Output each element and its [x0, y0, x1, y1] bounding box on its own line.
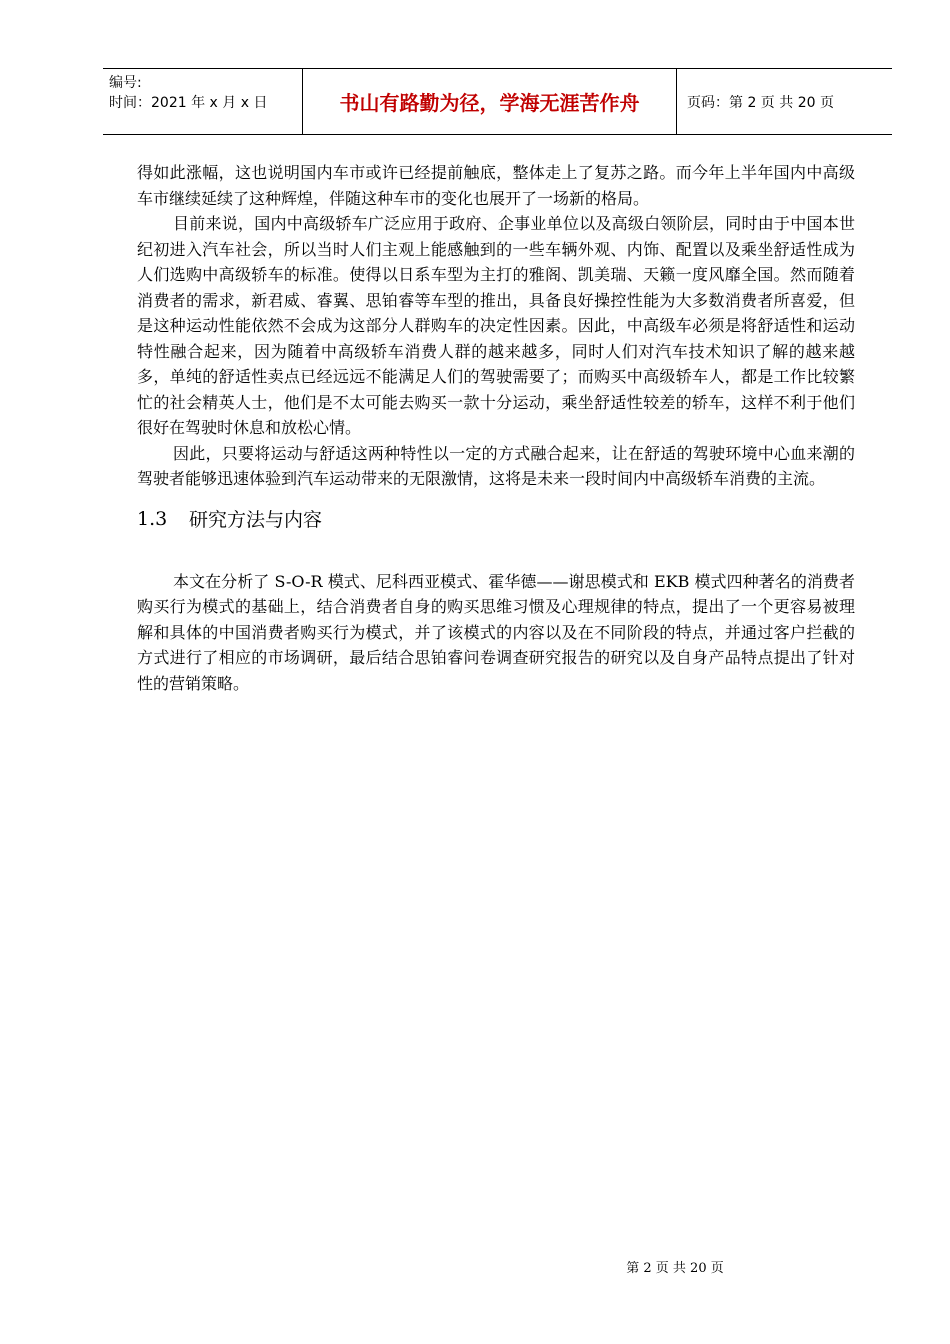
time-label: 时间：2021 年 x 月 x 日 — [109, 95, 268, 111]
page-header — [103, 68, 892, 135]
section-heading — [137, 499, 855, 539]
paragraph-3: 因此，只要将运动与舒适这两种特性以一定的方式融合起来，让在舒适的驾驶环境中心血来潮的驾驶者能够迅速体验到汽车运动带来的无限激情，这将是未来一段时间内中高级轿车消费的主流。 — [137, 443, 855, 488]
header-page-cell — [677, 69, 892, 134]
paragraph-2: 目前来说，国内中高级轿车广泛应用于政府、企事业单位以及高级白领阶层，同时由于中国本世纪初进入汽车社会，所以当时人们主观上能感触到的一些车辆外观、内饰、配置以及乘坐舒适性成为人们选购中高级轿车的标准。使得以日系车型为主打的雅阁、凯美瑞、天籁一度风靡全国。然而随着消费者的需求，新君威、睿翼、思铂睿等车型的推出，具备良好操控性能为大多数消费者所喜爱，但是这种运动性能依然不会成为这部分人群购车的决定性因素。因此，中高级车必须是将舒适性和运动特性融合起来，因为随着中高级轿车消费人群的越来越多，同时人们对汽车技术知识了解的越来越多，单纯的舒适性卖点已经远远不能满足人们的驾驶需要了；而购买中高级轿车人，都是工作比较繁忙的社会精英人士，他们是不太可能去购买一款十分运动，乘坐舒适性较差的轿车，这样不利于他们很好在驾驶时休息和放松心情。 — [137, 214, 855, 437]
header-page-code: 页码：第 2 页 共 20 页 — [687, 94, 834, 111]
paragraph-4: 本文在分析了 S-O-R 模式、尼科西亚模式、霍华德——谢思模式和 EKB 模式四种著名的消费者购买行为模式的基础上，结合消费者自身的购买思维习惯及心理规律的特点，提出了一个更容易被理解和具体的中国消费者购买行为模式，并了该模式的内容以及在不同阶段的特点，并通过客户拦截的方式进行了相应的市场调研，最后结合思铂睿问卷调查研究报告的研究以及自身产品特点提出了针对性的营销策略。 — [137, 571, 855, 693]
paragraph-1: 得如此涨幅，这也说明国内车市或许已经提前触底，整体走上了复苏之路。而今年上半年国内中高级车市继续延续了这种辉煌，伴随这种车市的变化也展开了一场新的格局。 — [137, 163, 855, 208]
section-title: 研究方法与内容 — [189, 509, 323, 531]
document-body — [137, 160, 855, 696]
section-spacer — [137, 539, 855, 569]
header-left-cell — [103, 69, 303, 134]
section-number: 1.3 — [137, 507, 168, 530]
header-motto: 书山有路勤为径，学海无涯苦作舟 — [339, 91, 640, 115]
serial-label: 编号: — [109, 75, 142, 91]
header-motto-cell — [303, 69, 677, 134]
footer-page-number: 第 2 页 共 20 页 — [626, 1261, 724, 1276]
page-footer — [0, 1257, 950, 1276]
